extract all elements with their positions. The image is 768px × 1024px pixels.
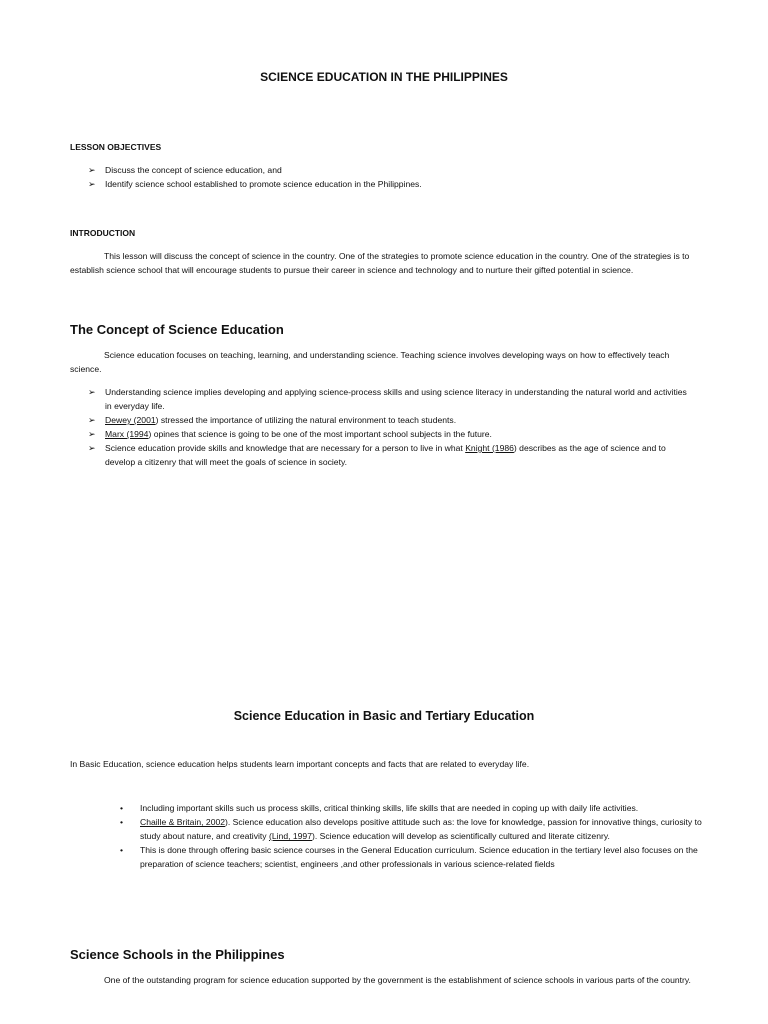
list-item: • Chaille & Britain, 2002). Science education also develops positive attitude such as: the love for knowledge, passion for innovative things, curiosity to study about nature, and creativity (Lind, 1997). Science education will develop as scientifically cultured and literate citizenry. — [120, 817, 702, 841]
basic-list — [120, 801, 710, 871]
citation-link[interactable]: Dewey (2001 — [105, 415, 156, 425]
basic-paragraph: In Basic Education, science education helps students learn important concepts and facts that are related to everyday life. — [70, 759, 530, 769]
citation-link[interactable]: Knight (1986 — [465, 443, 514, 453]
arrow-bullet-icon: ➢ — [88, 165, 96, 175]
bullet-dot-icon: • — [120, 817, 124, 827]
arrow-bullet-icon: ➢ — [88, 415, 96, 425]
introduction-label: INTRODUCTION — [70, 228, 136, 238]
bullet-dot-icon: • — [120, 845, 124, 855]
science-schools-paragraph: One of the outstanding program for science education supported by the government is the establishment of science schools in various parts of the country. — [104, 975, 691, 985]
concept-heading: The Concept of Science Education — [70, 322, 284, 337]
bullet-dot-icon: • — [120, 803, 124, 813]
basic-tertiary-heading: Science Education in Basic and Tertiary Education — [233, 709, 535, 723]
citation-link[interactable]: Marx (1994 — [105, 429, 149, 439]
list-item: ➢ Marx (1994) opines that science is going to be one of the most important school subjects in the future. — [88, 429, 492, 439]
concept-paragraph: Science education focuses on teaching, learning, and understanding science. Teaching science involves developing ways on how to effectively teach science. — [70, 350, 670, 374]
list-item: ➢ Understanding science implies developing and applying science-process skills and using science literacy in understanding the natural world and activities in everyday life. — [88, 387, 687, 411]
arrow-bullet-icon: ➢ — [88, 179, 96, 189]
citation-link[interactable]: (Lind, 1997 — [268, 831, 312, 841]
introduction-paragraph: This lesson will discuss the concept of science in the country. One of the strategies to promote science education in the country. One of the strategies is to establish science school that will encourage students to pursue their career in science and technology and to nurture their gifted potential in science. — [70, 251, 690, 275]
document-title: SCIENCE EDUCATION IN THE PHILIPPINES — [260, 70, 508, 84]
list-item: • Including important skills such us process skills, critical thinking skills, life skills that are needed in coping up with daily life activities. — [120, 803, 639, 813]
arrow-bullet-icon: ➢ — [88, 443, 96, 453]
arrow-bullet-icon: ➢ — [88, 387, 96, 397]
science-schools-heading: Science Schools in the Philippines — [70, 947, 285, 962]
list-item: ➢ Identify science school established to promote science education in the Philippines. — [88, 179, 422, 189]
objectives-list — [88, 163, 688, 191]
arrow-bullet-icon: ➢ — [88, 429, 96, 439]
list-item: • This is done through offering basic science courses in the General Education curriculum. Science education in the tertiary level also focuses on the preparation of science teachers; scientist, engineers ,and other professionals in various science-related fields — [120, 845, 698, 869]
list-item: ➢ Science education provide skills and knowledge that are necessary for a person to live in what Knight (1986) describes as the age of science and to develop a citizenry that will meet the goals of science in society. — [88, 443, 666, 467]
objectives-label: LESSON OBJECTIVES — [70, 142, 162, 152]
list-item: ➢ Discuss the concept of science education, and — [88, 165, 282, 175]
citation-link[interactable]: Chaille & Britain, 2002 — [140, 817, 226, 827]
concept-list — [88, 385, 688, 469]
list-item: ➢ Dewey (2001) stressed the importance of utilizing the natural environment to teach students. — [88, 415, 457, 425]
